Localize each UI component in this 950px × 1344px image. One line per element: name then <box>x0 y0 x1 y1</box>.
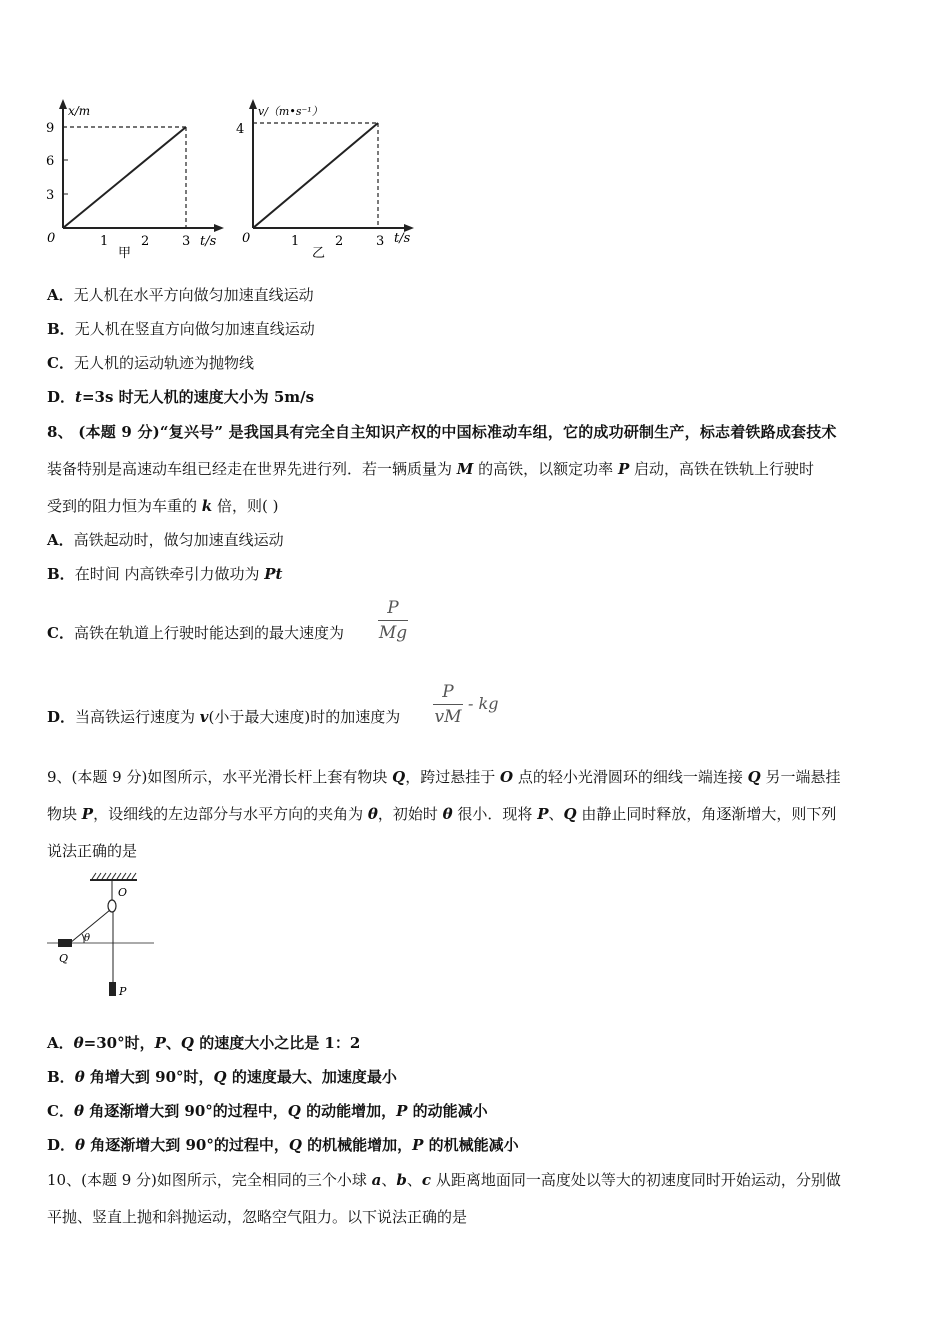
label-theta: θ <box>84 933 91 944</box>
graph-caption: 甲 <box>118 246 132 261</box>
x-axis-label: t/s <box>200 234 217 249</box>
x-tick-2: 2 <box>141 234 150 249</box>
y-axis-arrow <box>59 99 67 109</box>
y-tick-6: 6 <box>46 154 55 169</box>
q10-stem-line2: 平抛、竖直上抛和斜抛运动，忽略空气阻力。以下说法正确的是 <box>47 1208 468 1226</box>
fraction-denominator: Mg <box>378 623 408 643</box>
y-tick-3: 3 <box>46 188 55 203</box>
fraction-bar <box>378 620 408 621</box>
q8-option-c: C．高铁在轨道上行驶时能达到的最大速度为 <box>47 624 344 642</box>
q9-stem-line3: 说法正确的是 <box>47 842 138 860</box>
y-tick-9: 9 <box>46 121 55 136</box>
q8-option-d-fraction <box>433 682 463 727</box>
graph-caption: 乙 <box>312 246 326 261</box>
fraction-numerator: P <box>442 682 454 702</box>
label-q: Q <box>59 952 69 965</box>
q8-stem-line2: 装备特别是高速动车组已经走在世界先进行列．若一辆质量为 M 的高铁，以额定功率 P 启动，高铁在铁轨上行驶时 <box>47 460 814 478</box>
fraction-numerator: P <box>387 598 399 618</box>
ceiling-hatch <box>92 873 136 879</box>
data-line <box>253 123 378 228</box>
q9-stem-line2: 物块 P，设细线的左边部分与水平方向的夹角为 θ，初始时 θ 很小．现将 P、Q 由静止同时释放，角逐渐增大，则下列 <box>47 805 837 823</box>
q9-stem-line1: 9、(本题 9 分)如图所示，水平光滑长杆上套有物块 Q，跨过悬挂于 O 点的轻小光滑圆环的细线一端连接 Q 另一端悬挂 <box>47 768 841 786</box>
label-p: P <box>119 985 127 998</box>
q9-figure <box>42 870 162 1005</box>
q8-option-b: B．在时间 内高铁牵引力做功为 Pt <box>47 565 283 583</box>
y-axis-label: x/m <box>68 104 91 118</box>
q8-option-d-tail: - kg <box>468 694 499 713</box>
q8-option-d: D．当高铁运行速度为 v(小于最大速度)时的加速度为 <box>47 708 401 726</box>
q7-option-b: B．无人机在竖直方向做匀加速直线运动 <box>47 320 315 338</box>
y-axis-arrow <box>249 99 257 109</box>
q7-option-d: D．t=3s 时无人机的速度大小为 5m/s <box>47 388 315 406</box>
q8-stem-line3: 受到的阻力恒为车重的 k 倍，则( ) <box>47 497 279 515</box>
graph-jia <box>30 95 235 265</box>
q8-option-c-fraction <box>378 598 408 643</box>
y-tick-4: 4 <box>236 122 245 137</box>
origin-label: 0 <box>242 231 251 246</box>
q9-option-b: B．θ 角增大到 90°时，Q 的速度最大、加速度最小 <box>47 1068 397 1086</box>
q9-option-d: D．θ 角逐渐增大到 90°的过程中，Q 的机械能增加，P 的机械能减小 <box>47 1136 519 1154</box>
data-line <box>63 127 186 228</box>
origin-label: 0 <box>47 231 56 246</box>
q8-option-a: A．高铁起动时，做匀加速直线运动 <box>47 531 284 549</box>
y-axis-label: v/（m•s⁻¹） <box>258 105 323 118</box>
label-o: O <box>118 886 128 899</box>
q10-stem-line1: 10、(本题 9 分)如图所示，完全相同的三个小球 a、b、c 从距离地面同一高度处以等大的初速度同时开始运动，分别做 <box>47 1171 841 1189</box>
x-axis-arrow <box>214 224 224 232</box>
x-axis-label: t/s <box>394 231 411 246</box>
x-tick-2: 2 <box>335 234 344 249</box>
q7-option-c: C．无人机的运动轨迹为抛物线 <box>47 354 254 372</box>
block-p <box>109 982 116 996</box>
q9-option-c: C．θ 角逐渐增大到 90°的过程中，Q 的动能增加，P 的动能减小 <box>47 1102 488 1120</box>
block-q <box>58 939 72 947</box>
x-tick-1: 1 <box>291 234 300 249</box>
x-tick-1: 1 <box>100 234 109 249</box>
graph-yi <box>228 95 433 265</box>
q9-option-a: A．θ=30°时，P、Q 的速度大小之比是 1：2 <box>47 1034 361 1052</box>
fraction-denominator: vM <box>434 707 462 727</box>
x-tick-3: 3 <box>182 234 191 249</box>
q8-stem-line1: 8、 (本题 9 分)“复兴号” 是我国具有完全自主知识产权的中国标准动车组，它的成功研制生产，标志着铁路成套技术 <box>47 423 837 441</box>
x-tick-3: 3 <box>376 234 385 249</box>
fraction-bar <box>433 704 463 705</box>
q7-option-a: A．无人机在水平方向做匀加速直线运动 <box>47 286 314 304</box>
